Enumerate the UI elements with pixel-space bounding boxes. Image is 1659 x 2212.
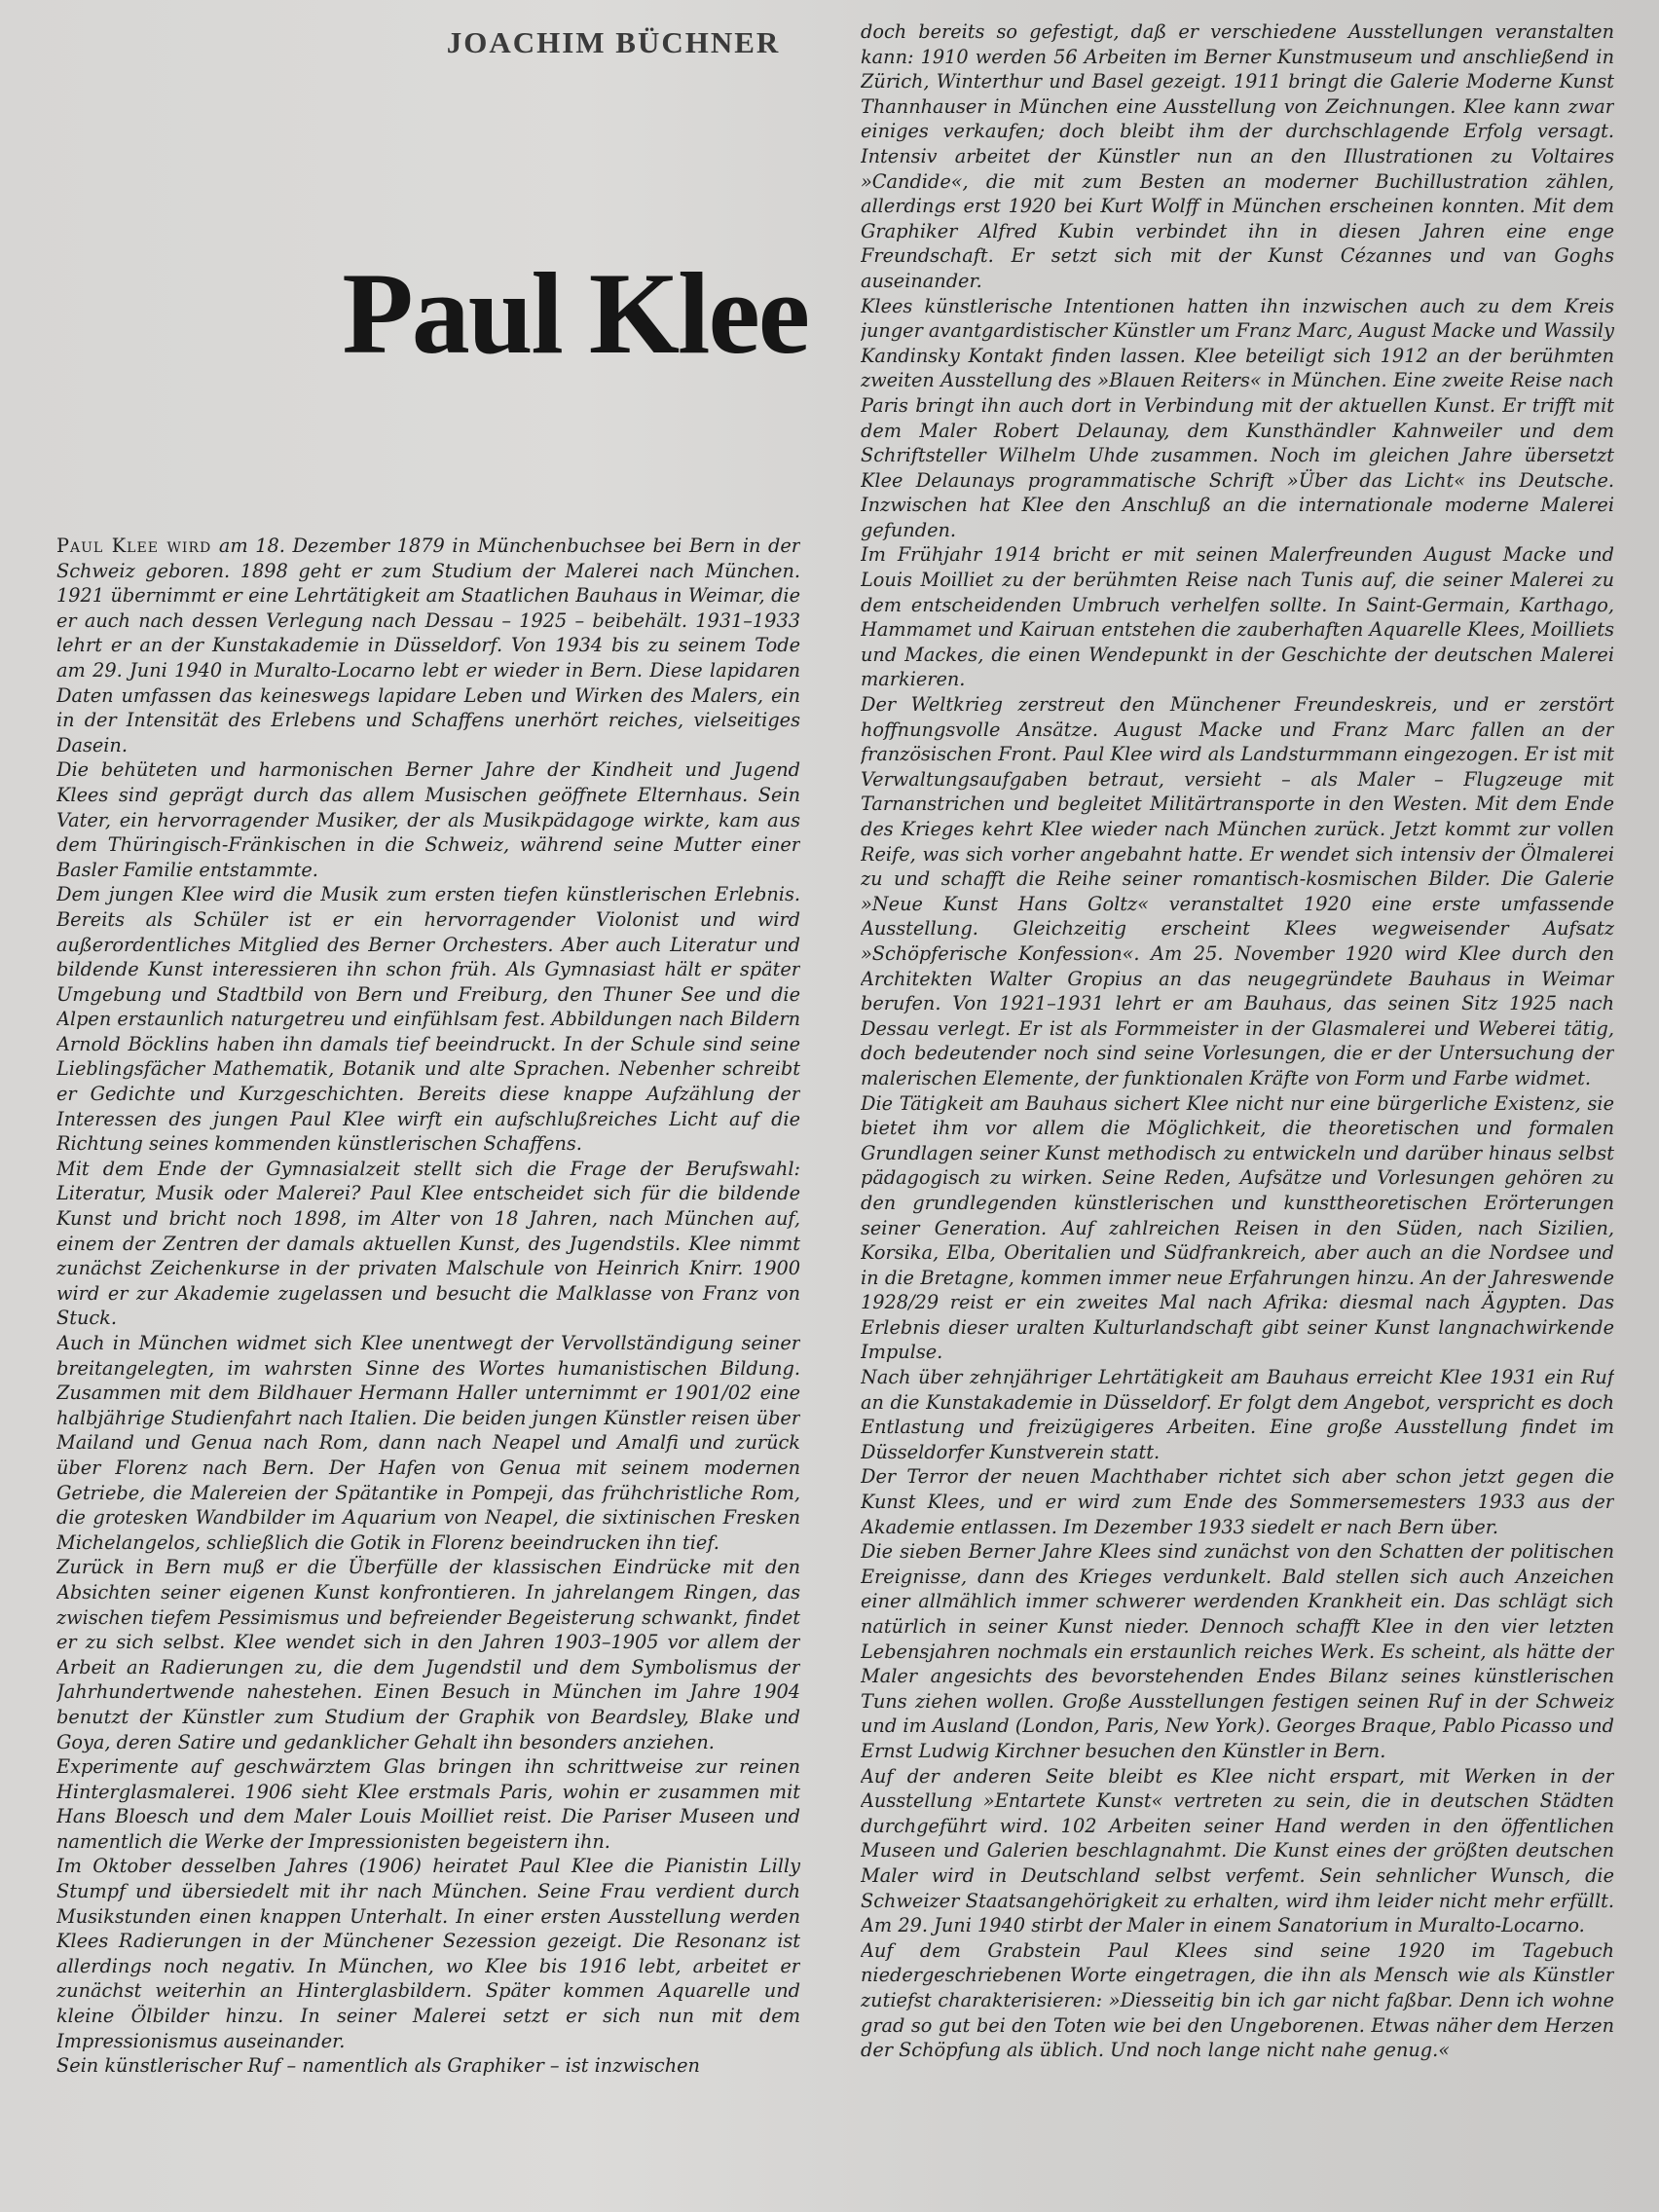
paragraph: Die sieben Berner Jahre Klees sind zunächst von den Schatten der politischen Ereignisse, dann des Krieges verdunkelt. Bald stellen sich auch Anzeichen einer allmählich immer schwerer werdenden Krankheit ein. Das schlägt sich natürlich in seiner Kunst nieder. Dennoch schafft Klee in den vier letzten Lebensjahren nochmals ein erstaunlich reiches Werk. Es scheint, als hätte der Maler angesichts des bevorstehenden Endes Bilanz seines künstlerischen Tuns ziehen wollen. Große Ausstellungen festigen seinen Ruf in der Schweiz und im Ausland (London, Paris, New York). Georges Braque, Pablo Picasso und Ernst Ludwig Kirchner besuchen den Künstler in Bern. [861, 1540, 1614, 1762]
paragraph: Der Terror der neuen Machthaber richtet sich aber schon jetzt gegen die Kunst Klees, und er wird zum Ende des Sommersemesters 1933 aus der Akademie entlassen. Im Dezember 1933 siedelt er nach Bern über. [861, 1465, 1614, 1538]
paragraph: Sein künstlerischer Ruf – namentlich als Graphiker – ist inzwischen [56, 2054, 700, 2078]
paragraph: Die behüteten und harmonischen Berner Jahre der Kindheit und Jugend Klees sind geprägt durch das allem Musischen geöffnete Elternhaus. Sein Vater, ein hervorragender Musiker, der als Musikpädagoge wirkte, kam aus dem Thüringisch-Fränkischen in die Schweiz, während seine Mutter einer Basler Familie entstammte. [56, 758, 800, 881]
article-title: Paul Klee [342, 248, 808, 378]
paragraph: Klees künstlerische Intentionen hatten ihn inzwischen auch zu dem Kreis junger avantgardistischer Künstler um Franz Marc, August Macke und Wassily Kandinsky Kontakt finden lassen. Klee beteiligt sich 1912 an der berühmten zweiten Ausstellung des »Blauen Reiters« in München. Eine zweite Reise nach Paris bringt ihn auch dort in Verbindung mit der aktuellen Kunst. Er trifft mit dem Maler Robert Delaunay, dem Kunsthändler Kahnweiler und dem Schriftsteller Wilhelm Uhde zusammen. Noch im gleichen Jahre übersetzt Klee Delaunays programmatische Schrift »Über das Licht« ins Deutsche. Inzwischen hat Klee den Anschluß an die internationale moderne Malerei gefunden. [861, 294, 1614, 541]
paragraph: Auf der anderen Seite bleibt es Klee nicht erspart, mit Werken in der Ausstellung »Entartete Kunst« vertreten zu sein, die in deutschen Städten durchgeführt wird. 102 Arbeiten seiner Hand werden in den öffentlichen Museen und Galerien beschlagnahmt. Die Kunst eines der größten deutschen Maler wird in Deutschland selbst verfemt. Sein sehnlicher Wunsch, die Schweizer Staatsangehörigkeit zu erhalten, wird ihm leider nicht mehr erfüllt. Am 29. Juni 1940 stirbt der Maler in einem Sanatorium in Muralto-Locarno. [861, 1764, 1614, 1937]
paragraph: Zurück in Bern muß er die Überfülle der klassischen Eindrücke mit den Absichten seiner eigenen Kunst konfrontieren. In jahrelangem Ringen, das zwischen tiefem Pessimismus und befreiender Begeisterung schwankt, findet er zu sich selbst. Klee wendet sich in den Jahren 1903–1905 vor allem der Arbeit an Radierungen zu, die dem Jugendstil und dem Symbolismus der Jahrhundertwende nahestehen. Einen Besuch in München im Jahre 1904 benutzt der Künstler zum Studium der Graphik von Beardsley, Blake und Goya, deren Satire und gedanklicher Gehalt ihn besonders anziehen. [56, 1556, 800, 1753]
right-text-column [861, 19, 1614, 2200]
paragraph: Auch in München widmet sich Klee unentwegt der Vervollständigung seiner breitangelegten, im wahrsten Sinne des Wortes humanistischen Bildung. Zusammen mit dem Bildhauer Hermann Haller unternimmt er 1901/02 eine halbjährige Studienfahrt nach Italien. Die beiden jungen Künstler reisen über Mailand und Genua nach Rom, dann nach Neapel und Amalfi und zurück über Florenz nach Bern. Der Hafen von Genua mit seinem modernen Getriebe, die Malereien der Spätantike in Pompeji, das frühchristliche Rom, die grotesken Wandbilder im Aquarium von Neapel, die sixtinischen Fresken Michelangelos, schließlich die Gotik in Florenz beeindrucken ihn tief. [56, 1332, 800, 1554]
paragraph: Die Tätigkeit am Bauhaus sichert Klee nicht nur eine bürgerliche Existenz, sie bietet ihm vor allem die Möglichkeit, die theoretischen und formalen Grundlagen seiner Kunst methodisch zu entwickeln und darüber hinaus selbst pädagogisch zu wirken. Seine Reden, Aufsätze und Vorlesungen gehören zu den grundlegenden künstlerischen und kunsttheoretischen Erörterungen seiner Generation. Auf zahlreichen Reisen in den Süden, nach Sizilien, Korsika, Elba, Oberitalien und Südfrankreich, aber auch an die Nordsee und in die Bretagne, kommen immer neue Erfahrungen hinzu. An der Jahreswende 1928/29 reist er ein zweites Mal nach Afrika: diesmal nach Ägypten. Das Erlebnis dieser uralten Kulturlandschaft gibt seiner Kunst langnachwirkende Impulse. [861, 1091, 1614, 1364]
paragraph: Im Oktober desselben Jahres (1906) heiratet Paul Klee die Pianistin Lilly Stumpf und übersiedelt mit ihr nach München. Seine Frau verdient durch Musikstunden einen knappen Unterhalt. In einer ersten Ausstellung werden Klees Radierungen in der Münchener Sezession gezeigt. Die Resonanz ist allerdings noch negativ. In München, wo Klee bis 1916 lebt, arbeitet er zunächst weiterhin an Hinterglasbildern. Später kommen Aquarelle und kleine Ölbilder hinzu. In seiner Malerei setzt er sich nun mit dem Impressionismus auseinander. [56, 1855, 800, 2052]
author-name: JOACHIM BÜCHNER [446, 25, 781, 59]
paragraph: Mit dem Ende der Gymnasialzeit stellt sich die Frage der Berufswahl: Literatur, Musik oder Malerei? Paul Klee entscheidet sich für die bildende Kunst und bricht noch 1898, im Alter von 18 Jahren, nach München auf, einem der Zentren der damals aktuellen Kunst, des Jugendstils. Klee nimmt zunächst Zeichenkurse in der privaten Malschule von Heinrich Knirr. 1900 wird er zur Akademie zugelassen und besucht die Malklasse von Franz von Stuck. [56, 1157, 800, 1330]
paragraph: Der Weltkrieg zerstreut den Münchener Freundeskreis, und er zerstört hoffnungsvolle Ansätze. August Macke und Franz Marc fallen an der französischen Front. Paul Klee wird als Landsturmmann eingezogen. Er ist mit Verwaltungsaufgaben betraut, versieht – als Maler – Flugzeuge mit Tarnanstrichen und begleitet Militärtransporte in den Westen. Mit dem Ende des Krieges kehrt Klee wieder nach München zurück. Jetzt kommt zur vollen Reife, was sich vorher angebahnt hatte. Er wendet sich intensiv der Ölmalerei zu und schafft die Reihe seiner romantisch-kosmischen Bilder. Die Galerie »Neue Kunst Hans Goltz« veranstaltet 1920 eine erste umfassende Ausstellung. Gleichzeitig erscheint Klees wegweisender Aufsatz »Schöpferische Konfession«. Am 25. November 1920 wird Klee durch den Architekten Walter Gropius an das neugegründete Bauhaus in Weimar berufen. Von 1921–1931 lehrt er am Bauhaus, das seinen Sitz 1925 nach Dessau verlegt. Er ist als Formmeister in der Glasmalerei und Weberei tätig, doch bedeutender noch sind seine Vorlesungen, die er der Untersuchung der malerischen Elemente, der funktionalen Kräfte von Form und Farbe widmet. [861, 693, 1614, 1089]
lead-text: am 18. Dezember 1879 in Münchenbuchsee bei Bern in der Schweiz geboren. 1898 geht er zum Studium der Malerei nach München. 1921 übernimmt er eine Lehrtätigkeit am Staatlichen Bauhaus in Weimar, die er auch nach dessen Verlegung nach Dessau – 1925 – beibehält. 1931–1933 lehrt er an der Kunstakademie in Düsseldorf. Von 1934 bis zu seinem Tode am 29. Juni 1940 in Muralto-Locarno lebt er wieder in Bern. Diese lapidaren Daten umfassen das keineswegs lapidare Leben und Wirken des Malers, ein in der Intensität des Erlebens und Schaffens unerhört reiches, vielseitiges Dasein. [56, 535, 800, 756]
paragraph: Experimente auf geschwärztem Glas bringen ihn schrittweise zur reinen Hinterglasmalerei. 1906 sieht Klee erstmals Paris, wohin er zusammen mit Hans Bloesch und dem Maler Louis Moilliet reist. Die Pariser Museen und namentlich die Werke der Impressionisten begeistern ihn. [56, 1755, 800, 1853]
paragraph: doch bereits so gefestigt, daß er verschiedene Ausstellungen veranstalten kann: 1910 werden 56 Arbeiten im Berner Kunstmuseum und anschließend in Zürich, Winterthur und Basel gezeigt. 1911 bringt die Galerie Moderne Kunst Thannhauser in München eine Ausstellung von Zeichnungen. Klee kann zwar einiges verkaufen; doch bleibt ihm der durchschlagende Erfolg versagt. Intensiv arbeitet der Künstler nun an den Illustrationen zu Voltaires »Candide«, die mit zum Besten an moderner Buchillustration zählen, allerdings erst 1920 bei Kurt Wolff in München erscheinen konnten. Mit dem Graphiker Alfred Kubin verbindet ihn in diesen Jahren eine enge Freundschaft. Er setzt sich mit der Kunst Cézannes und van Goghs auseinander. [861, 20, 1614, 292]
paragraph: Nach über zehnjähriger Lehrtätigkeit am Bauhaus erreicht Klee 1931 ein Ruf an die Kunstakademie in Düsseldorf. Er folgt dem Angebot, verspricht es doch Entlastung und freizügigeres Arbeiten. Eine große Ausstellung findet im Düsseldorfer Kunstverein statt. [861, 1366, 1614, 1463]
paragraph: Auf dem Grabstein Paul Klees sind seine 1920 im Tagebuch niedergeschriebenen Worte eingetragen, die ihn als Mensch wie als Künstler zutiefst charakterisieren: »Diesseitig bin ich gar nicht faßbar. Denn ich wohne grad so gut bei den Toten wie bei den Ungeborenen. Etwas näher dem Herzen der Schöpfung als üblich. Und noch lange nicht nahe genug.« [861, 1938, 1614, 2062]
lead-small-caps: Paul Klee wird [56, 535, 212, 557]
left-text-column [56, 534, 800, 2198]
lead-paragraph [56, 534, 800, 757]
paragraph: Im Frühjahr 1914 bricht er mit seinen Malerfreunden August Macke und Louis Moilliet zu der berühmten Reise nach Tunis auf, die seiner Malerei zu dem entscheidenden Umbruch verhelfen sollte. In Saint-Germain, Karthago, Hammamet und Kairuan entstehen die zauberhaften Aquarelle Klees, Moilliets und Mackes, die einen Wendepunkt in der Geschichte der deutschen Malerei markieren. [861, 543, 1614, 691]
paragraph: Dem jungen Klee wird die Musik zum ersten tiefen künstlerischen Erlebnis. Bereits als Schüler ist er ein hervorragender Violonist und wird außerordentliches Mitglied des Berner Orchesters. Aber auch Literatur und bildende Kunst interessieren ihn schon früh. Als Gymnasiast hält er später Umgebung und Stadtbild von Bern und Freiburg, den Thuner See und die Alpen erstaunlich naturgetreu und einfühlsam fest. Abbildungen nach Bildern Arnold Böcklins haben ihn damals tief beeindruckt. In der Schule sind seine Lieblingsfächer Mathematik, Botanik und alte Sprachen. Nebenher schreibt er Gedichte und Kurzgeschichten. Bereits diese knappe Aufzählung der Interessen des jungen Paul Klee wirft ein aufschlußreiches Licht auf die Richtung seines kommenden künstlerischen Schaffens. [56, 883, 800, 1156]
